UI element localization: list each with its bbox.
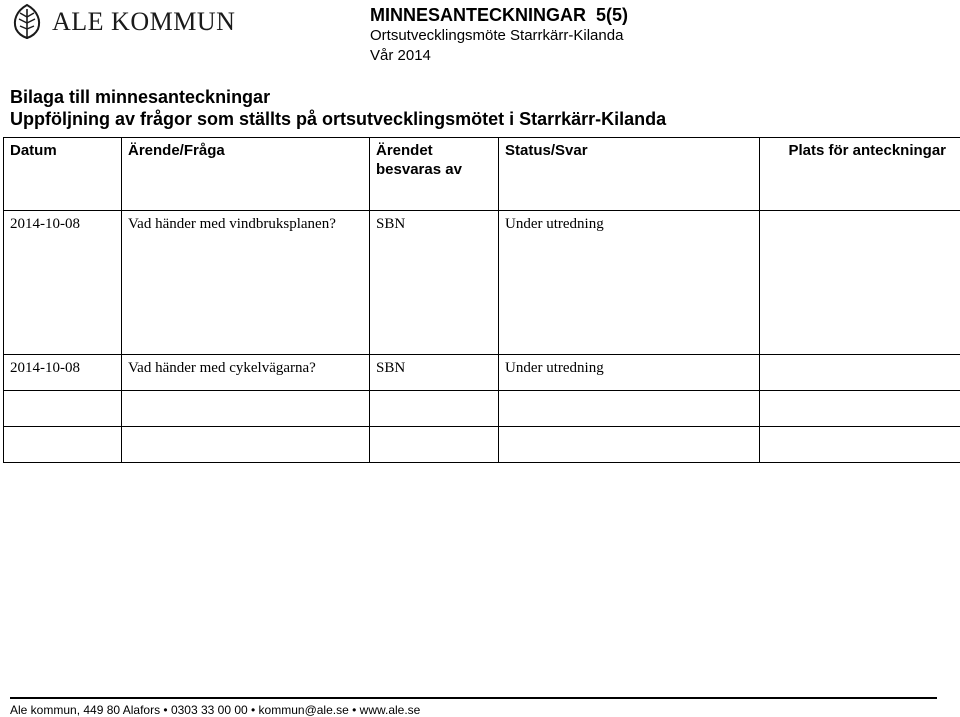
header-besvaras bbox=[370, 138, 499, 211]
ale-kommun-logo bbox=[10, 2, 235, 42]
cell-besvaras bbox=[370, 391, 499, 427]
cell-arende: Vad händer med vindbruksplanen? bbox=[122, 211, 370, 355]
table-header-row bbox=[4, 138, 960, 211]
footer-divider bbox=[10, 697, 937, 699]
table-row bbox=[4, 211, 960, 355]
cell-arende bbox=[122, 391, 370, 427]
cell-arende bbox=[122, 427, 370, 463]
cell-datum: 2014-10-08 bbox=[4, 355, 122, 391]
cell-plats bbox=[760, 211, 960, 355]
header-besvaras-line-1: Ärendet bbox=[376, 142, 433, 159]
intro-heading bbox=[10, 86, 666, 130]
header-besvaras-line-2: besvaras av bbox=[376, 161, 462, 178]
intro-line-1: Bilaga till minnesanteckningar bbox=[10, 87, 271, 107]
table-row bbox=[4, 391, 960, 427]
cell-status: Under utredning bbox=[499, 355, 760, 391]
intro-line-2: Uppföljning av frågor som ställts på ortsutvecklingsmötet i Starrkärr-Kilanda bbox=[10, 109, 667, 129]
cell-status: Under utredning bbox=[499, 211, 760, 355]
meeting-name: Ortsutvecklingsmöte Starrkärr-Kilanda bbox=[370, 27, 624, 44]
header-arende: Ärende/Fråga bbox=[122, 138, 370, 211]
cell-plats bbox=[760, 427, 960, 463]
leaf-icon bbox=[10, 3, 44, 41]
table-row bbox=[4, 427, 960, 463]
cell-datum: 2014-10-08 bbox=[4, 211, 122, 355]
meeting-season: Vår 2014 bbox=[370, 47, 431, 64]
header-status: Status/Svar bbox=[499, 138, 760, 211]
header-datum: Datum bbox=[4, 138, 122, 211]
footer-contact: Ale kommun, 449 80 Alafors • 0303 33 00 00 • kommun@ale.se • www.ale.se bbox=[10, 703, 421, 717]
cell-besvaras: SBN bbox=[370, 211, 499, 355]
cell-status bbox=[499, 427, 760, 463]
follow-up-table bbox=[3, 137, 960, 463]
table-row bbox=[4, 355, 960, 391]
logo-text: ALE KOMMUN bbox=[52, 7, 236, 36]
cell-status bbox=[499, 391, 760, 427]
header-plats: Plats för anteckningar bbox=[760, 138, 960, 211]
document-title: MINNESANTECKNINGAR 5(5) bbox=[370, 5, 629, 25]
cell-besvaras bbox=[370, 427, 499, 463]
cell-datum bbox=[4, 427, 122, 463]
cell-arende: Vad händer med cykelvägarna? bbox=[122, 355, 370, 391]
cell-plats bbox=[760, 391, 960, 427]
cell-plats bbox=[760, 355, 960, 391]
cell-besvaras: SBN bbox=[370, 355, 499, 391]
document-header bbox=[370, 4, 628, 66]
cell-datum bbox=[4, 391, 122, 427]
